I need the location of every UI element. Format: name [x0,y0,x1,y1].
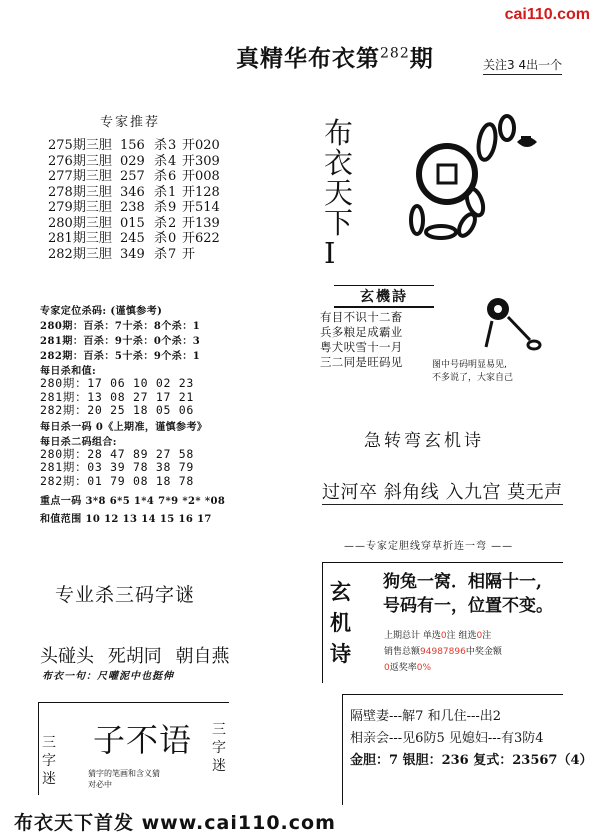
prediction-cell: 7 [168,246,177,262]
image-note [432,357,552,383]
kill-header: 专家定位杀码: (谨慎参考) [40,306,163,317]
prediction-cell: 279期三胆 [48,200,112,215]
sharp3-heading: 专业杀三码字谜 [55,584,196,606]
zhaoma-block [350,706,593,772]
prediction-cell: 282期三胆 [48,246,112,262]
prediction-cell: 杀 [154,246,168,262]
sum-header: 每日杀和值: [40,366,97,377]
prediction-cell: 杀 [154,169,168,184]
zibuyu-title: 子不语 [93,721,193,759]
prediction-cell: 杀 [154,138,168,153]
pair-row: 280期：28 47 89 27 58 [40,446,195,461]
stats-row-total [384,628,502,644]
hint-line: 猜字的笔画和含义猜 [88,769,160,778]
prediction-cell: 2 [168,215,177,231]
stats-row-sales [384,644,502,660]
xuanji-poem-title: 玄機詩 [334,285,434,308]
zhaoma-line: 隔壁妻---解7 和几住---出2 [350,709,502,724]
prediction-cell: 开128 [182,184,220,200]
buyi-vertical-title [324,118,364,268]
prediction-cell: 杀 [154,215,168,231]
mi3-char: 字 [212,740,226,756]
riddle-line: 狗兔一窝．相隔十一, [383,572,542,592]
prediction-row [48,200,222,216]
prediction-row [48,247,222,263]
issue-number: 282 [380,45,410,62]
zibuyu-hint [88,768,208,790]
dan-line: ——专家定胆线穿草折连一弯 —— [344,541,514,552]
mi3-char: 三 [212,722,226,738]
zhaoma-line: 相亲会---见6防5 见媳妇---有3防4 [350,731,544,746]
ttsh-line: 头碰头 死胡同 朝自燕 [40,646,230,667]
xuanji-char: 玄 [330,579,351,604]
prediction-row [48,185,222,201]
prediction-cell: 275期三胆 [48,138,112,153]
coin-chain-picture [405,112,600,252]
group-unit: 注 [482,631,492,641]
prediction-cell: 杀 [154,153,168,169]
hint-line: 对必中 [88,780,112,789]
mi3-char: 迷 [212,758,226,774]
riddle-line: 号码有一，位置不变。 [383,596,553,616]
prediction-cell: 开514 [182,200,220,215]
sales-value: 94987896 [420,647,466,657]
prediction-cell: 346 [120,184,145,200]
return-label: 返奖率 [389,663,417,673]
prediction-cell: 245 [120,231,145,246]
note-line: 图中号码明显易见, [432,360,507,370]
key-one: 重点一码 3*8 6*5 1*4 7*9 *2* *08 [40,496,226,507]
return-percent: 0% [416,663,432,673]
group-value: 0 [476,631,483,641]
prediction-cell: 015 [120,215,145,231]
site-watermark: cai110.com [504,6,590,23]
mi3-char: 三 [42,735,56,751]
guohe-line: 过河卒 斜角线 入九宫 莫无声 [322,478,563,505]
footer: 布衣天下首发 www.cai110.com [14,812,336,834]
prediction-cell: 276期三胆 [48,153,112,169]
expert-kill-section [40,302,280,525]
prediction-cell: 156 [120,138,145,153]
prediction-row [48,138,222,154]
prediction-cell: 029 [120,153,145,169]
prediction-row [48,154,222,170]
buyi-char: 下 [324,206,354,240]
prediction-row [48,216,222,232]
pair-row: 282期：01 79 08 18 78 [40,473,195,488]
buyi-char: 布 [324,116,354,150]
prediction-cell: 257 [120,169,145,184]
coin-picture [480,295,550,355]
prediction-cell: 238 [120,200,145,215]
expert-recommend-list [48,138,222,262]
single-value: 0 [440,631,447,641]
prediction-cell: 开008 [182,169,220,184]
prediction-cell: 349 [120,246,145,262]
prediction-cell: 277期三胆 [48,169,112,184]
zhaoma-line: 金胆：7 银胆：236 复式：23567（4） [350,753,593,768]
prediction-cell: 1 [168,184,177,200]
pair-row: 281期：03 39 78 38 79 [40,460,195,474]
buyi-char: 衣 [324,146,354,180]
prediction-cell: 杀 [154,231,168,246]
expert-recommend-heading: 专家推荐 [100,115,161,130]
prediction-cell: 开 [182,246,196,262]
prediction-cell: 杀 [154,184,168,200]
prediction-cell: 开020 [182,138,220,153]
group-label: 组选 [458,631,477,641]
sum-row: 280期：17 06 10 02 23 [40,376,195,390]
total-label: 上期总计 单选 [384,631,441,641]
mi3-char: 迷 [42,771,56,787]
single-unit: 注 [446,631,456,641]
xuanji-poem [320,285,448,370]
buyi-char: 天 [324,176,354,210]
prediction-cell: 281期三胆 [48,231,112,246]
title-prefix: 真精华布衣第 [236,45,380,72]
stats-row-return [384,660,502,676]
prediction-cell: 开622 [182,231,220,246]
prediction-cell: 开309 [182,153,220,169]
follow-note: 关注3 4出一个 [483,56,562,75]
page-title [236,40,434,73]
sum-row: 281期：13 08 27 17 21 [40,389,195,404]
one-header: 每日杀一码 0《上期准，谨慎参考》 [40,421,208,433]
return-value: 0 [384,663,390,673]
prediction-cell: 278期三胆 [48,184,112,200]
prediction-cell: 6 [168,169,177,184]
lottery-stats [384,628,502,676]
kill-row: 281期：百杀：9十杀：0个杀：3 [40,336,201,347]
prediction-cell: 开139 [182,215,220,231]
prediction-cell: 杀 [154,200,168,215]
mi3-char: 字 [42,753,56,769]
sum-range: 和值范围 10 12 13 14 15 16 17 [40,514,212,525]
kill-row: 280期：百杀：7十杀：8个杀：1 [40,321,201,332]
poem-line: 兵多粮足成霸业 [320,325,403,339]
sum-row: 282期：20 25 18 05 06 [40,403,195,417]
prediction-row [48,231,222,247]
xuanji-char: 机 [330,610,351,635]
riddle [383,570,553,618]
prediction-row [48,169,222,185]
xuanji-char: 诗 [330,641,351,666]
buyi-char: I [324,236,336,270]
sales-label: 销售总额 [384,647,421,657]
buyi-sentence: 布衣一句：尺嚾泥中也挺伸 [42,671,174,682]
prediction-cell: 4 [168,153,177,169]
note-line: 不多说了，大家自己 [432,373,514,383]
jizhuan-heading: 急转弯玄机诗 [364,431,484,451]
title-suffix: 期 [409,45,434,72]
prediction-cell: 280期三胆 [48,215,112,231]
poem-line: 粤犬吠雪十一月 [320,340,403,354]
poem-line: 有目不识十二畜 [320,310,403,324]
pair-header: 每日杀二码组合: [40,436,117,448]
prediction-cell: 3 [168,138,177,153]
prediction-cell: 0 [168,231,177,246]
prediction-cell: 9 [168,200,177,215]
kill-row: 282期：百杀：5十杀：9个杀：1 [40,351,201,362]
poem-line: 三二同是旺码见 [320,355,403,369]
prize-label: 中奖金额 [465,647,502,657]
